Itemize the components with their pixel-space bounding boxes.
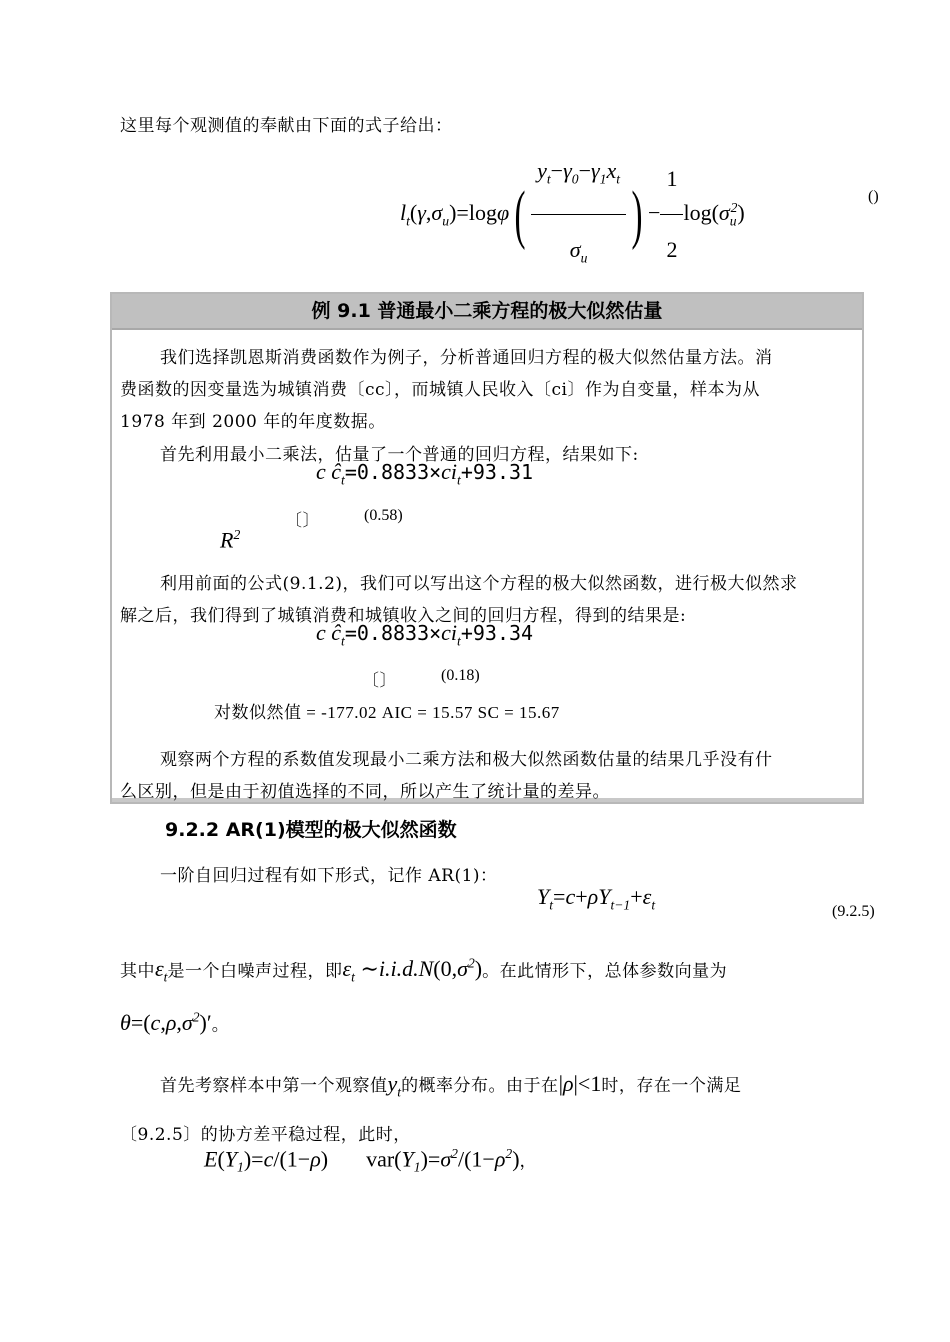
- likelihood-contribution-equation: $l_t(\gamma,\sigma_u)=\log\varphi$( $\frac{y_t-\gamma_0-\gamma_1x_t}{\sigma_u}$ ) − $\frac{1}{2}$ $\log(\sigma_u^2)$: [400, 138, 745, 204]
- ml-equation: c $ĉ_t=0.8833\times ci_t+93.34$: [316, 620, 534, 649]
- ols-se-bracket: 〔〕: [285, 511, 320, 531]
- ml-se-bracket: 〔〕: [362, 671, 397, 691]
- section-p1: 一阶自回归过程有如下形式，记作 AR(1)：: [160, 866, 498, 886]
- r-squared-symbol: $R^2$: [220, 527, 241, 553]
- ml-se-value: (0.18): [441, 667, 480, 684]
- example-para4-line2: 么区别，但是由于初值选择的不同，所以产生了统计量的差异。: [120, 782, 610, 802]
- example-para1-line1: 我们选择凯恩斯消费函数作为例子，分析普通回归方程的极大似然估量方法。消: [160, 348, 773, 368]
- example-title: 例 9.1 普通最小二乘方程的极大似然估量: [112, 294, 862, 330]
- ols-equation: c $ĉ_t=0.8833\times ci_t+93.31$: [316, 459, 534, 488]
- example-stats: 对数似然值 = -177.02 AIC = 15.57 SC = 15.67: [214, 703, 560, 722]
- section-heading: 9.2.2 AR(1)模型的极大似然函数: [165, 819, 457, 841]
- moments-equation: $E(Y_1)=c/(1-\rho)$ $var(Y_1)=\sigma^2/(1-\rho^2)$，: [204, 1146, 538, 1175]
- section-p2-line2: $\theta=(c,\rho,\sigma^2)'$。: [120, 1010, 230, 1036]
- example-para1-line3: 1978 年到 2000 年的年度数据。: [120, 412, 386, 432]
- intro-text: 这里每个观测值的奉献由下面的式子给出：: [120, 116, 453, 136]
- example-para2: 首先利用最小二乘法，估量了一个普通的回归方程，结果如下:: [160, 445, 639, 465]
- equation-number-9-2-5: (9.2.5): [832, 903, 875, 920]
- example-para3-line1: 利用前面的公式(9.1.2)，我们可以写出这个方程的极大似然函数，进行极大似然求: [160, 574, 798, 594]
- section-p4: 〔9.2.5〕的协方差平稳过程，此时，: [120, 1125, 411, 1145]
- example-para3-line2: 解之后，我们得到了城镇消费和城镇收入之间的回归方程，得到的结果是:: [120, 606, 687, 626]
- section-p3: 首先考察样本中第一个观察值$y_t$的概率分布。由于在|ρ|<1时，存在一个满足: [160, 1071, 742, 1100]
- ols-se-value: (0.58): [364, 507, 403, 524]
- equation-number: (): [868, 188, 879, 205]
- example-para4-line1: 观察两个方程的系数值发现最小二乘方法和极大似然函数估量的结果几乎没有什: [160, 750, 773, 770]
- ar1-equation: $Y_t=c+\rho Y_{t-1}+\varepsilon_t$: [537, 884, 656, 913]
- example-para1-line2: 费函数的因变量选为城镇消费〔cc〕，而城镇人民收入〔ci〕作为自变量，样本为从: [120, 380, 760, 400]
- section-p2-line1: 其中$\varepsilon_t$是一个白噪声过程，即$\varepsilon_t$ $\sim i.i.d.N(0,\sigma^2)$。在此情形下，总体参数向量为: [120, 956, 728, 985]
